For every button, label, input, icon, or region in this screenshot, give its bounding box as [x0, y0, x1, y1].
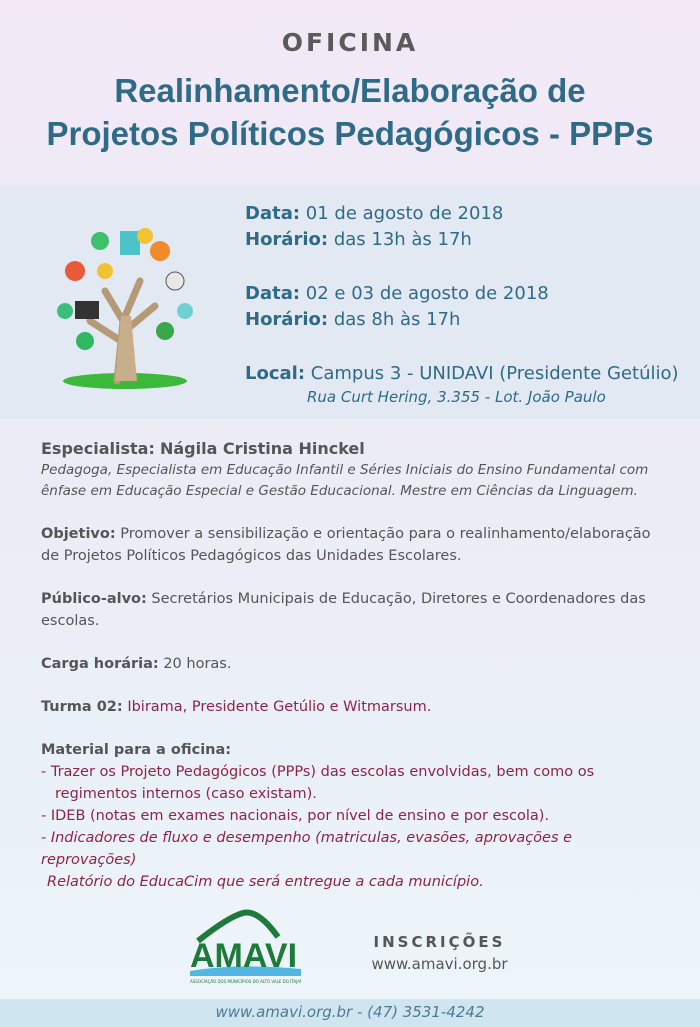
title-line-2: Projetos Políticos Pedagógicos - PPPs [46, 115, 654, 152]
header [0, 0, 700, 186]
list-item: - Indicadores de fluxo e desempenho (matriculas, evasões, aprovações e reprovações) [41, 830, 573, 868]
registration [0, 905, 700, 998]
value: 20 horas. [163, 656, 232, 672]
label: Carga horária: [41, 656, 159, 672]
footer-contact: www.amavi.org.br - (47) 3531-4242 [0, 999, 700, 1027]
address: Rua Curt Hering, 3.355 - Lot. João Paulo [307, 388, 606, 406]
value: das 13h às 17h [333, 229, 472, 250]
event-info [245, 201, 679, 407]
label: Data: [245, 203, 301, 224]
label: Data: [245, 283, 301, 304]
value: 01 de agosto de 2018 [305, 203, 504, 224]
logo-text: AMAVI [190, 937, 298, 975]
amavi-logo-icon [188, 909, 303, 985]
objetivo [41, 523, 671, 567]
label: Público-alvo: [41, 591, 147, 607]
especialista [41, 438, 671, 502]
kicker: OFICINA [281, 28, 419, 57]
schedule-band [0, 186, 700, 419]
value: Secretários Municipais de Educação, Diretores e Coordenadores das escolas. [41, 591, 646, 629]
label: Horário: [245, 229, 329, 250]
inscricoes [367, 933, 512, 973]
details [41, 438, 671, 893]
time-2 [245, 307, 679, 333]
title-line-1: Realinhamento/Elaboração de [114, 72, 586, 109]
publico-alvo [41, 588, 671, 632]
value: Promover a sensibilização e orientação para o realinhamento/elaboração de Projetos Políticos Pedagógicos das Unidades Escolares. [41, 526, 651, 564]
logo-tagline: ASSOCIAÇÃO DOS MUNICÍPIOS DO ALTO VALE DO ITAJAÍ [190, 979, 302, 984]
label: Especialista: [41, 439, 155, 458]
value: 02 e 03 de agosto de 2018 [305, 283, 549, 304]
turma [41, 696, 671, 718]
carga-horaria [41, 653, 671, 675]
inscricoes-heading: INSCRIÇÕES [373, 933, 506, 951]
label: Turma 02: [41, 699, 123, 715]
specialist-name: Nágila Cristina Hinckel [159, 439, 365, 458]
location [245, 361, 679, 387]
value: Ibirama, Presidente Getúlio e Witmarsum. [127, 699, 432, 715]
list-item: - Trazer os Projeto Pedagógicos (PPPs) das escolas envolvidas, bem como os [41, 764, 595, 780]
registration-link[interactable]: www.amavi.org.br [371, 955, 508, 973]
time-1 [245, 227, 679, 253]
page-title [0, 69, 700, 155]
list-item: Relatório do EducaCim que será entregue a cada município. [47, 874, 484, 890]
label: Objetivo: [41, 526, 116, 542]
specialist-bio: Pedagoga, Especialista em Educação Infantil e Séries Iniciais do Ensino Fundamental com ênfase em Educação Especial e Gestão Educacional. Mestre em Ciências da Linguagem. [41, 462, 649, 499]
tree-illustration-icon [45, 211, 205, 391]
date-2 [245, 281, 679, 307]
list-item: regimentos internos (caso existam). [55, 786, 317, 802]
material [41, 739, 671, 893]
list-item: - IDEB (notas em exames nacionais, por nível de ensino e por escola). [41, 808, 550, 824]
label: Material para a oficina: [41, 742, 232, 758]
value: das 8h às 17h [333, 309, 461, 330]
label: Local: [245, 363, 306, 384]
label: Horário: [245, 309, 329, 330]
date-1 [245, 201, 679, 227]
value: Campus 3 - UNIDAVI (Presidente Getúlio) [310, 363, 679, 384]
